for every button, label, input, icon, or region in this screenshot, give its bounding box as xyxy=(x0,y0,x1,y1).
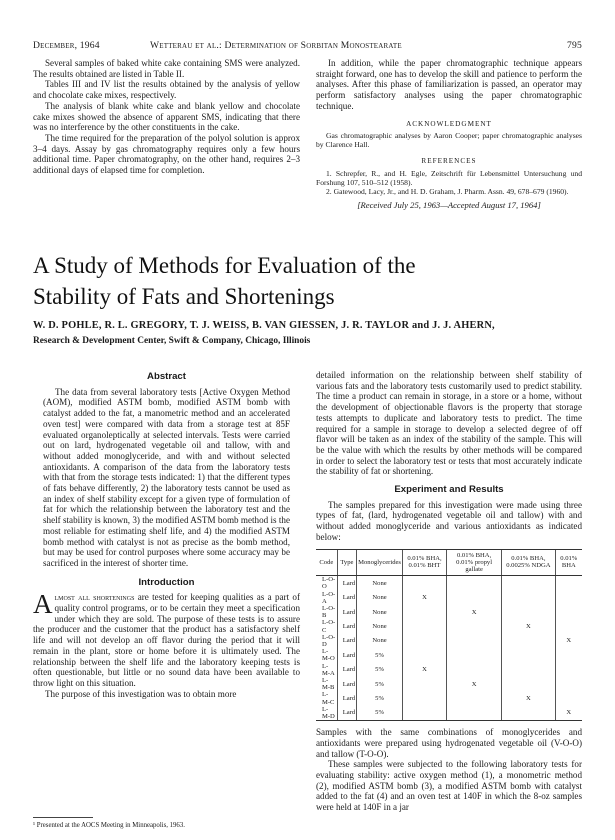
table-cell: L-O-A xyxy=(322,590,336,605)
table-row xyxy=(316,634,582,648)
table-cell: Lard xyxy=(337,663,356,677)
authors: W. D. POHLE, R. L. GREGORY, T. J. WEISS, B. VAN GIESSEN, J. R. TAYLOR and J. J. AHERN, xyxy=(33,320,495,331)
table-cell: Lard xyxy=(337,677,356,691)
table-cell: X xyxy=(403,591,447,605)
table-cell: None xyxy=(357,619,403,633)
table-cell: X xyxy=(446,677,501,691)
table-cell: L-M-D xyxy=(316,706,337,721)
column-header: 0.01% BHA, 0.0025% NDGA xyxy=(502,549,555,576)
table-cell: Lard xyxy=(337,619,356,633)
table-cell xyxy=(403,634,447,648)
table-cell: 5% xyxy=(357,706,403,721)
table-cell xyxy=(502,706,555,721)
table-cell: X xyxy=(502,619,555,633)
table-cell xyxy=(502,677,555,691)
running-head-date: December, 1964 xyxy=(33,40,100,51)
table-cell xyxy=(555,619,582,633)
table-row xyxy=(316,648,582,662)
table-cell: None xyxy=(357,591,403,605)
page-number: 795 xyxy=(567,40,582,51)
table-cell xyxy=(555,691,582,705)
table-cell xyxy=(446,576,501,591)
table-body xyxy=(316,576,582,721)
table-cell: 5% xyxy=(357,663,403,677)
table-cell: None xyxy=(357,605,403,619)
smallcaps-lead: lmost all shortenings xyxy=(54,592,135,603)
running-head xyxy=(33,40,582,54)
table-cell xyxy=(555,677,582,691)
introduction-paragraph xyxy=(33,589,300,688)
table-cell: None xyxy=(357,634,403,648)
table-cell: L-M-A xyxy=(322,662,335,677)
drop-cap: A xyxy=(33,589,53,620)
table-cell: X xyxy=(555,634,582,648)
table-cell: 5% xyxy=(357,691,403,705)
references-heading: REFERENCES xyxy=(421,157,477,166)
table-cell: X xyxy=(555,706,582,721)
abstract-heading: Abstract xyxy=(147,371,186,382)
table-cell xyxy=(403,706,447,721)
paragraph: Tables III and IV list the results obtained by the analysis of yellow and chocolate cake mixes, respectively. xyxy=(33,79,300,101)
table-cell: X xyxy=(502,691,555,705)
table-cell xyxy=(502,591,555,605)
table-row xyxy=(316,706,582,721)
experiment-paragraph: Samples with the same combinations of monoglycerides and antioxidants were prepared using hydrogenated vegetable oil (V-O-O) and tallow (T-O-O). xyxy=(316,727,582,759)
received-note: [Received July 25, 1963—Accepted August 17, 1964] xyxy=(357,199,541,210)
table-cell xyxy=(555,663,582,677)
table-cell xyxy=(502,605,555,619)
introduction-heading: Introduction xyxy=(138,576,195,588)
table-cell: L-M-O xyxy=(322,648,335,663)
paragraph: Several samples of baked white cake containing SMS were analyzed. The results obtained are listed in Table II. xyxy=(33,58,300,79)
table-cell xyxy=(555,591,582,605)
experiment-paragraph: These samples were subjected to the following laboratory tests for evaluating stability: active oxygen method (1), a monometric method (2), modified ASTM bomb (3), a modified ASTM bomb with catalyst added to the fat (4) and an oven test at 140F in which the 8-oz samples were held at 140F in a jar xyxy=(316,759,582,813)
column-header: Monoglycerides xyxy=(357,549,403,576)
table-header-row xyxy=(316,549,582,576)
table-row xyxy=(316,663,582,677)
title-line: A Study of Methods for Evaluation of the xyxy=(33,253,416,278)
paragraph: The analysis of blank white cake and blank yellow and chocolate cake mixes showed the absence of apparent SMS, indicating that there was no interference by the other constituents in the cake. xyxy=(33,100,300,133)
table-cell xyxy=(446,634,501,648)
table-cell xyxy=(403,648,447,662)
table-cell xyxy=(403,677,447,691)
title-line: Stability of Fats and Shortenings xyxy=(33,284,335,309)
previous-article-right-column xyxy=(316,58,582,211)
table-cell xyxy=(403,605,447,619)
affiliation: Research & Development Center, Swift & Company, Chicago, Illinois xyxy=(33,336,311,346)
footnote: ¹ Presented at the AOCS Meeting in Minneapolis, 1963. xyxy=(33,822,185,829)
table-cell xyxy=(446,706,501,721)
column-header: Code xyxy=(316,549,337,576)
running-head-title: Wetterau et al.: Determination of Sorbitan Monostearate xyxy=(150,40,402,51)
introduction-text: are tested for keeping qualities as a part of quality control programs, or to be certain they meet a specification under which they are sold. The purpose of these tests is to assure the producer and the customer that the product has a satisfactory shelf life and will not develop an off flavor during the period that it will remain in the plant, store or home before it is ultimately used. The relationship between the shelf life and the laboratory keeping tests is often questionable, but little or no sound data have been available to throw light on this situation. xyxy=(33,592,300,688)
reference-item: 1. Schrepfer, R., and H. Egle, Zeitschrift für Lebensmittel Untersuchung und Forshung 107, 510–512 (1958). xyxy=(316,168,582,187)
paragraph: In addition, while the paper chromatographic technique appears straight forward, one has to develop the skill and patience to perform the analyses. After this phase of familiarization is passed, an operator may perform satisfactory analyses using the paper chromatographic technique. xyxy=(316,58,582,111)
column-header: 0.01% BHA, 0.01% BHT xyxy=(403,549,447,576)
table-cell: 5% xyxy=(357,648,403,662)
table-cell: Lard xyxy=(337,634,356,648)
table-cell: Lard xyxy=(337,706,356,721)
table-cell: Lard xyxy=(337,605,356,619)
table-cell xyxy=(502,663,555,677)
table-row xyxy=(316,576,582,591)
table-cell xyxy=(403,691,447,705)
table-row xyxy=(316,591,582,605)
samples-table xyxy=(316,549,582,722)
table-cell: L-O-O xyxy=(322,576,336,591)
introduction-paragraph-2: The purpose of this investigation was to obtain more xyxy=(45,688,237,699)
table-cell xyxy=(555,576,582,591)
table-cell xyxy=(446,663,501,677)
table-cell: L-M-C xyxy=(322,691,335,706)
table-cell: X xyxy=(403,663,447,677)
table-cell: Lard xyxy=(337,576,356,591)
previous-article-left-column xyxy=(33,58,300,176)
table-cell: L-O-C xyxy=(322,619,336,634)
table-cell xyxy=(403,619,447,633)
column-header: Type xyxy=(337,549,356,576)
column-header: 0.01% BHA xyxy=(555,549,582,576)
table-cell: L-O-B xyxy=(322,604,336,620)
footnote-rule xyxy=(33,817,93,818)
table-cell xyxy=(502,648,555,662)
table-cell xyxy=(403,576,447,591)
table-cell xyxy=(502,634,555,648)
column-header: 0.01% BHA, 0.01% propyl gallate xyxy=(446,549,501,576)
reference-item: 2. Gatewood, Lacy, Jr., and H. D. Graham, J. Pharm. Assn. 49, 678–679 (1960). xyxy=(326,186,569,196)
table-cell xyxy=(446,648,501,662)
table-cell xyxy=(446,591,501,605)
abstract-text: The data from several laboratory tests [Active Oxygen Method (AOM), modified ASTM bomb, modified ASTM bomb with catalyst added to the fat, a manometric method and an accelerated oven test] were compared with data from a storage test at 85F evaluated organoleptically at selected intervals. Tests were carried out on lard, hydrogenated vegetable oil and tallow, with and without added monoglyceride, and with and without selected antioxidants. A comparison of the data from the laboratory tests with that from the storage tests indicated: 1) that the different types of fats behave differently, 2) the laboratory tests cannot be used as an index of shelf stability except for a given type of formulation of fat for which the relationship between the laboratory test and the shelf stability is known, 3) the modified ASTM bomb method is the most reliable for estimating shelf life, and 4) the modified ASTM bomb method with catalyst is not as precise as the bomb method, but may be used for control purposes where some accuracy may be sacrificed in the interest of shorter time. xyxy=(43,386,290,568)
experiment-heading: Experiment and Results xyxy=(394,484,504,496)
table-cell xyxy=(502,576,555,591)
article-title xyxy=(33,250,593,312)
article-left-column xyxy=(33,366,300,699)
acknowledgment-heading: ACKNOWLEDGMENT xyxy=(406,119,492,128)
introduction-continuation: detailed information on the relationship between shelf stability of various fats and the laboratory tests customarily used to predict stability. The time a product can remain in storage, in a store or a home, without the development of objectionable flavors is the property that storage tests attempts to duplicate and laboratory tests to predict. The time required for a sample in storage to develop a selected degree of off flavor will be taken as an index of the stability of the sample. This will be the value with which the results by other methods will be compared in order to select the laboratory test or tests that most accurately indicate the stability of fat or shortening. xyxy=(316,370,582,477)
table-cell xyxy=(446,619,501,633)
table-cell: Lard xyxy=(337,648,356,662)
table-cell: Lard xyxy=(337,591,356,605)
table-cell: Lard xyxy=(337,691,356,705)
table-cell xyxy=(555,648,582,662)
table-cell: X xyxy=(446,605,501,619)
table-cell xyxy=(446,691,501,705)
acknowledgment-text: Gas chromatographic analyses by Aaron Cooper; paper chromatographic analyses by Clarence Hall. xyxy=(316,131,582,150)
paragraph: The time required for the preparation of the polyol solution is approx 3–4 days. Assay by gas chromatography requires only a few hours additional time. Paper chromatography, on the other hand, requires 2–3 additional days of elapsed time for completion. xyxy=(33,132,300,176)
table-cell: L-O-D xyxy=(322,633,336,648)
table-row xyxy=(316,677,582,691)
table-cell: None xyxy=(357,576,403,591)
table-row xyxy=(316,605,582,619)
experiment-paragraph: The samples prepared for this investigation were made using three types of fat, (lard, hydrogenated vegetable oil and tallow) with and without added monoglyceride and various antioxidants as indicated below: xyxy=(316,499,582,542)
article-right-column xyxy=(316,370,582,813)
table-row xyxy=(316,691,582,705)
table-cell: L-M-B xyxy=(322,677,335,692)
table-cell: 5% xyxy=(357,677,403,691)
table-cell xyxy=(555,605,582,619)
table-row xyxy=(316,619,582,633)
